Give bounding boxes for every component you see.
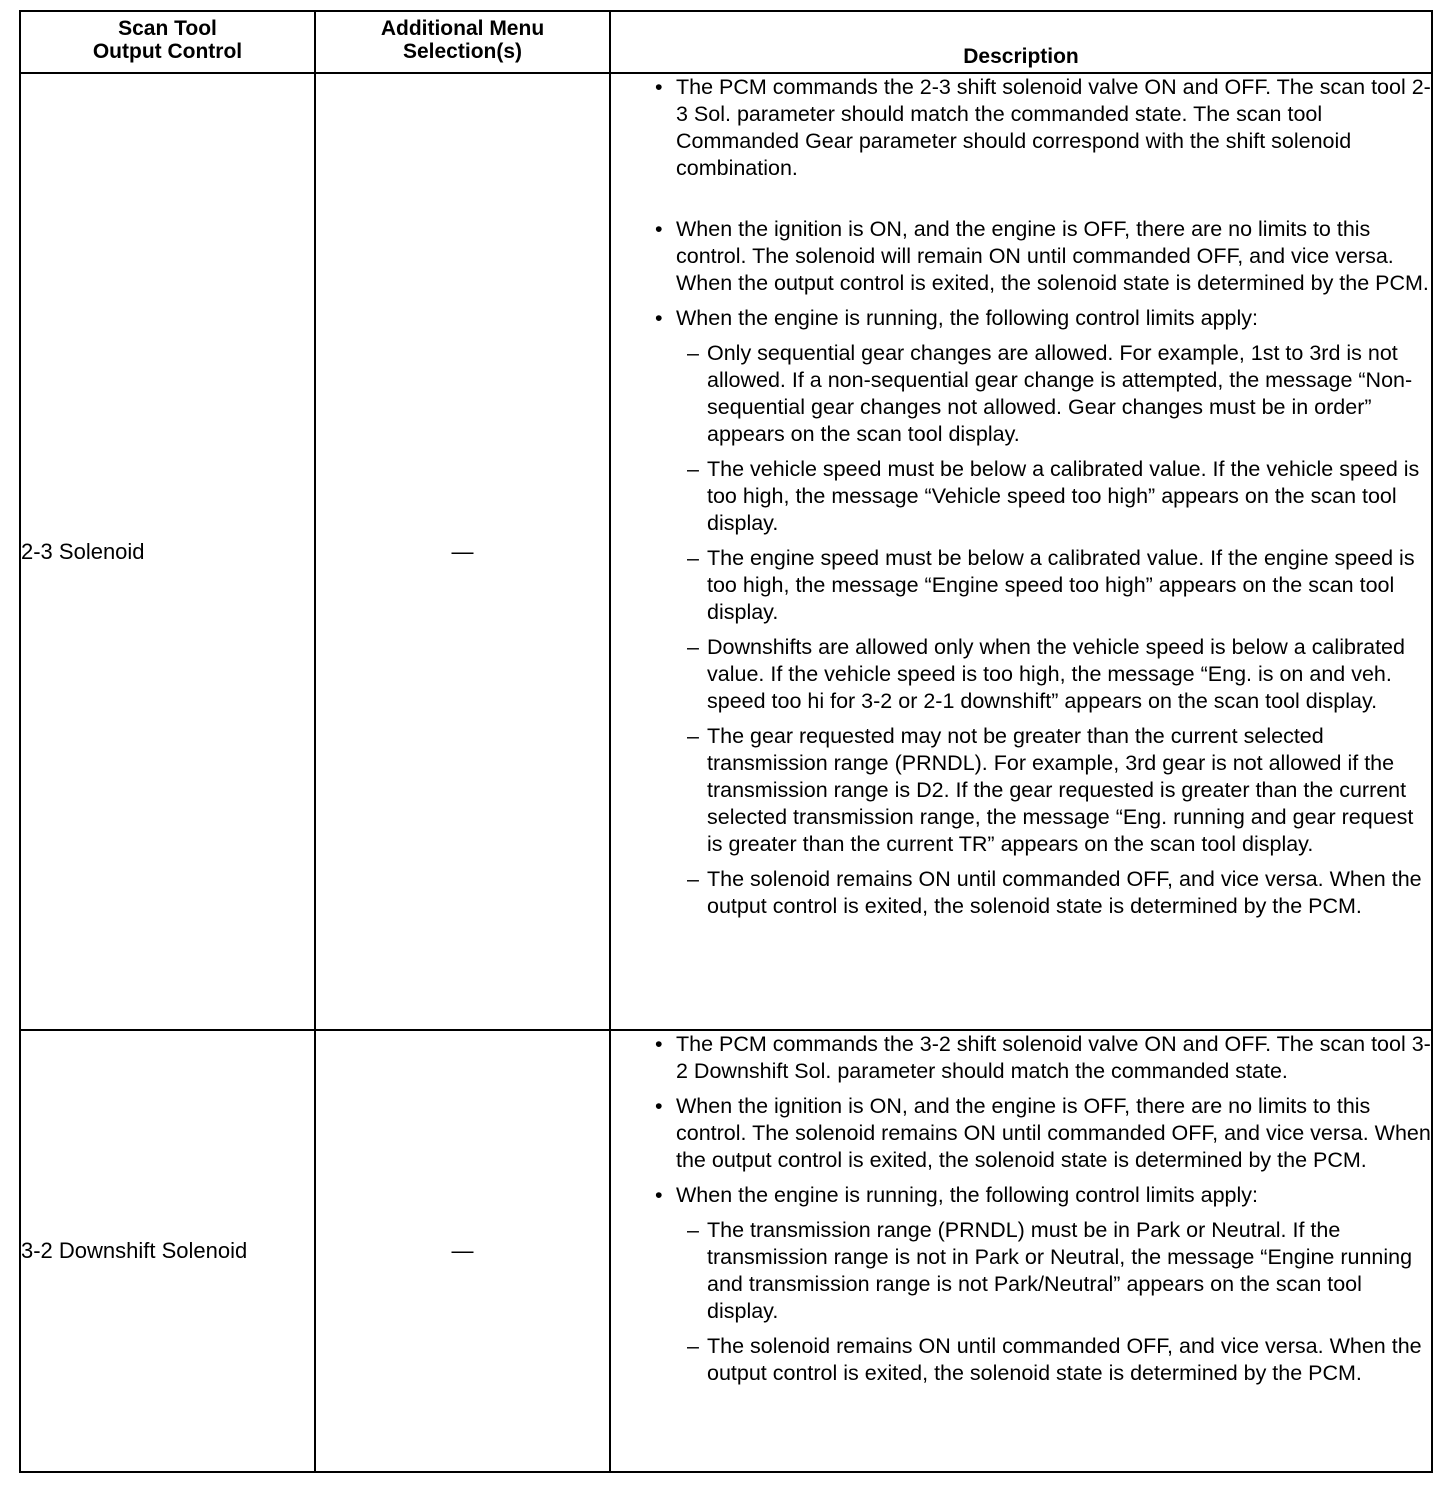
bullet-item	[611, 216, 1431, 297]
sub-text: The gear requested may not be greater than the current selected transmission range (PRNDL). For example, 3rd gear is not allowed if the transmission range is D2. If the gear requested is greater than the current selected transmission range, the message “Eng. running and gear request is greater than the current TR” appears on the scan tool display.	[707, 724, 1414, 856]
sub-item	[611, 866, 1431, 920]
sub-text: The solenoid remains ON until commanded OFF, and vice versa. When the output control is exited, the solenoid state is determined by the PCM.	[707, 867, 1422, 918]
bullet-icon: •	[655, 1032, 663, 1056]
output-control-name: 2-3 Solenoid	[20, 73, 315, 1030]
sub-item	[611, 1217, 1431, 1325]
table-header-row	[20, 11, 1432, 73]
bullet-text: When the engine is running, the following control limits apply:	[676, 1183, 1259, 1207]
description-cell	[610, 73, 1432, 1030]
bullet-icon: •	[655, 1094, 663, 1118]
bullet-text: When the ignition is ON, and the engine is OFF, there are no limits to this control. The solenoid remains ON until commanded OFF, and vice versa. When the output control is exited, the solenoid state is determined by the PCM.	[676, 1094, 1431, 1172]
table-row	[20, 73, 1432, 1030]
menu-selection: —	[315, 73, 610, 1030]
dash-icon: –	[687, 341, 699, 365]
dash-icon: –	[687, 457, 699, 481]
header-line: Scan Tool	[118, 17, 217, 40]
bullet-item	[611, 305, 1431, 332]
bullet-text: When the engine is running, the following control limits apply:	[676, 306, 1259, 330]
description-cell	[610, 1030, 1432, 1472]
bullet-item	[611, 74, 1431, 182]
bullet-item	[611, 1093, 1431, 1174]
dash-icon: –	[687, 546, 699, 570]
header-line: Output Control	[92, 40, 243, 63]
header-additional-menu-selections	[315, 11, 610, 73]
sub-item	[611, 723, 1431, 858]
sub-text: The engine speed must be below a calibrated value. If the engine speed is too high, the message “Engine speed too high” appears on the scan tool display.	[707, 546, 1415, 624]
dash-icon: –	[687, 1218, 699, 1242]
sub-item	[611, 456, 1431, 537]
header-description	[610, 11, 1432, 73]
sub-item	[611, 634, 1431, 715]
sub-text: The solenoid remains ON until commanded OFF, and vice versa. When the output control is exited, the solenoid state is determined by the PCM.	[707, 1334, 1422, 1385]
header-line: Selection(s)	[402, 40, 523, 63]
sub-text: Downshifts are allowed only when the vehicle speed is below a calibrated value. If the vehicle speed is too high, the message “Eng. is on and veh. speed too hi for 3-2 or 2-1 downshift” appears on the scan tool display.	[707, 635, 1405, 713]
header-line: Additional Menu	[380, 17, 545, 40]
header-scan-tool-output-control	[20, 11, 315, 73]
bullet-text: The PCM commands the 2-3 shift solenoid valve ON and OFF. The scan tool 2-3 Sol. parameter should match the commanded state. The scan tool Commanded Gear parameter should correspond with the shift solenoid combination.	[676, 75, 1431, 180]
sub-item	[611, 545, 1431, 626]
output-control-name: 3-2 Downshift Solenoid	[20, 1030, 315, 1472]
bullet-icon: •	[655, 306, 663, 330]
table-row	[20, 1030, 1432, 1472]
sub-item	[611, 340, 1431, 448]
bullet-icon: •	[655, 217, 663, 241]
bullet-item	[611, 1031, 1431, 1085]
bullet-text: The PCM commands the 3-2 shift solenoid valve ON and OFF. The scan tool 3-2 Downshift Sol. parameter should match the commanded state.	[676, 1032, 1431, 1083]
dash-icon: –	[687, 867, 699, 891]
bullet-text: When the ignition is ON, and the engine is OFF, there are no limits to this control. The solenoid will remain ON until commanded OFF, and vice versa. When the output control is exited, the solenoid state is determined by the PCM.	[676, 217, 1429, 295]
dash-icon: –	[687, 635, 699, 659]
menu-selection: —	[315, 1030, 610, 1472]
sub-text: Only sequential gear changes are allowed. For example, 1st to 3rd is not allowed. If a non-sequential gear change is attempted, the message “Non-sequential gear changes not allowed. Gear changes must be in order” appears on the scan tool display.	[707, 341, 1413, 446]
dash-icon: –	[687, 724, 699, 748]
sub-text: The transmission range (PRNDL) must be in Park or Neutral. If the transmission range is not in Park or Neutral, the message “Engine running and transmission range is not Park/Neutral” appears on the scan tool display.	[707, 1218, 1413, 1323]
bullet-item	[611, 1182, 1431, 1209]
header-line: Description	[963, 45, 1079, 68]
bullet-icon: •	[655, 1183, 663, 1207]
sub-text: The vehicle speed must be below a calibrated value. If the vehicle speed is too high, the message “Vehicle speed too high” appears on the scan tool display.	[707, 457, 1420, 535]
sub-item	[611, 1333, 1431, 1387]
dash-icon: –	[687, 1334, 699, 1358]
bullet-icon: •	[655, 75, 663, 99]
output-control-table	[19, 10, 1433, 1473]
